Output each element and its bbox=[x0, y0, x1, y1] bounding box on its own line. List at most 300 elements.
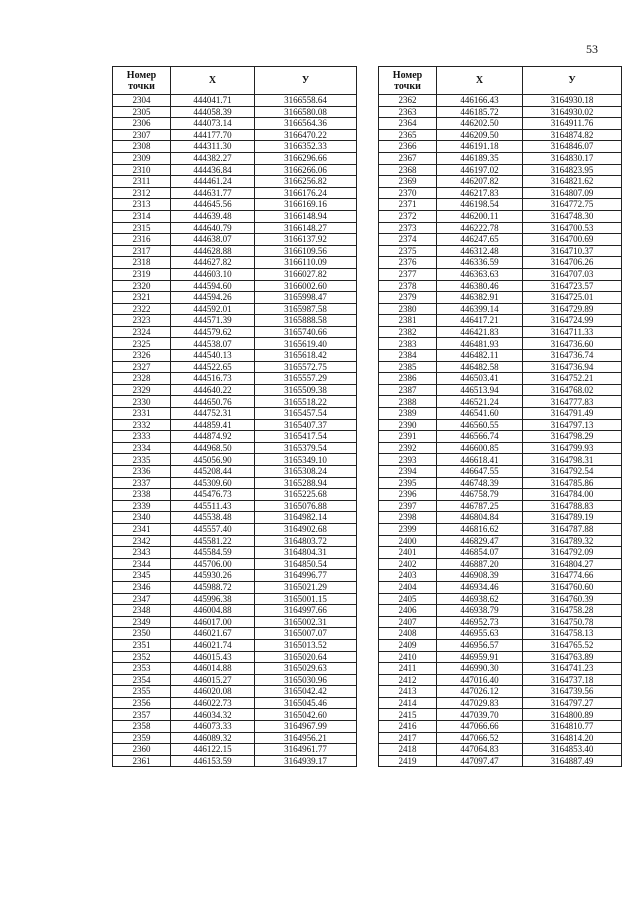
point-number-cell: 2369 bbox=[379, 176, 437, 188]
point-number-cell: 2380 bbox=[379, 303, 437, 315]
x-coordinate-cell: 444859.41 bbox=[171, 419, 255, 431]
x-coordinate-cell: 444461.24 bbox=[171, 176, 255, 188]
y-coordinate-cell: 3166109.56 bbox=[255, 245, 357, 257]
table-row bbox=[113, 303, 357, 315]
table-row bbox=[113, 581, 357, 593]
y-coordinate-cell: 3164700.69 bbox=[523, 234, 622, 246]
x-coordinate-cell: 444538.07 bbox=[171, 338, 255, 350]
y-coordinate-cell: 3164997.66 bbox=[255, 605, 357, 617]
table-row bbox=[379, 292, 622, 304]
header-x: X bbox=[171, 67, 255, 95]
y-coordinate-cell: 3165288.94 bbox=[255, 477, 357, 489]
y-coordinate-cell: 3164846.07 bbox=[523, 141, 622, 153]
point-number-cell: 2330 bbox=[113, 396, 171, 408]
point-number-cell: 2368 bbox=[379, 164, 437, 176]
table-row bbox=[113, 164, 357, 176]
x-coordinate-cell: 446015.27 bbox=[171, 674, 255, 686]
y-coordinate-cell: 3165013.52 bbox=[255, 639, 357, 651]
y-coordinate-cell: 3164967.99 bbox=[255, 721, 357, 733]
x-coordinate-cell: 446166.43 bbox=[437, 95, 523, 107]
x-coordinate-cell: 445538.48 bbox=[171, 512, 255, 524]
table-row bbox=[113, 292, 357, 304]
table-row bbox=[379, 199, 622, 211]
x-coordinate-cell: 446647.55 bbox=[437, 466, 523, 478]
table-row bbox=[379, 141, 622, 153]
x-coordinate-cell: 444058.39 bbox=[171, 106, 255, 118]
y-coordinate-cell: 3165998.47 bbox=[255, 292, 357, 304]
table-row bbox=[379, 152, 622, 164]
header-point-number: Номер точки bbox=[113, 67, 171, 95]
table-row bbox=[379, 431, 622, 443]
y-coordinate-cell: 3164724.99 bbox=[523, 315, 622, 327]
x-coordinate-cell: 446247.65 bbox=[437, 234, 523, 246]
x-coordinate-cell: 445930.26 bbox=[171, 570, 255, 582]
x-coordinate-cell: 444638.07 bbox=[171, 234, 255, 246]
point-number-cell: 2328 bbox=[113, 373, 171, 385]
point-number-cell: 2341 bbox=[113, 523, 171, 535]
y-coordinate-cell: 3164887.49 bbox=[523, 755, 622, 767]
y-coordinate-cell: 3165557.29 bbox=[255, 373, 357, 385]
table-row bbox=[113, 755, 357, 767]
y-coordinate-cell: 3164774.66 bbox=[523, 570, 622, 582]
coordinates-table-right bbox=[378, 66, 622, 767]
point-number-cell: 2407 bbox=[379, 616, 437, 628]
table-row bbox=[113, 338, 357, 350]
x-coordinate-cell: 446908.39 bbox=[437, 570, 523, 582]
x-coordinate-cell: 446566.74 bbox=[437, 431, 523, 443]
point-number-cell: 2411 bbox=[379, 663, 437, 675]
x-coordinate-cell: 444640.22 bbox=[171, 384, 255, 396]
y-coordinate-cell: 3164939.17 bbox=[255, 755, 357, 767]
x-coordinate-cell: 446209.50 bbox=[437, 129, 523, 141]
x-coordinate-cell: 446748.39 bbox=[437, 477, 523, 489]
table-row bbox=[379, 697, 622, 709]
x-coordinate-cell: 444177.70 bbox=[171, 129, 255, 141]
y-coordinate-cell: 3166266.06 bbox=[255, 164, 357, 176]
x-coordinate-cell: 444540.13 bbox=[171, 350, 255, 362]
x-coordinate-cell: 447097.47 bbox=[437, 755, 523, 767]
point-number-cell: 2386 bbox=[379, 373, 437, 385]
point-number-cell: 2381 bbox=[379, 315, 437, 327]
x-coordinate-cell: 446153.59 bbox=[171, 755, 255, 767]
y-coordinate-cell: 3165407.37 bbox=[255, 419, 357, 431]
y-coordinate-cell: 3165001.15 bbox=[255, 593, 357, 605]
table-row bbox=[113, 547, 357, 559]
table-row bbox=[379, 129, 622, 141]
x-coordinate-cell: 444516.73 bbox=[171, 373, 255, 385]
point-number-cell: 2343 bbox=[113, 547, 171, 559]
y-coordinate-cell: 3164741.23 bbox=[523, 663, 622, 675]
y-coordinate-cell: 3164777.83 bbox=[523, 396, 622, 408]
point-number-cell: 2408 bbox=[379, 628, 437, 640]
x-coordinate-cell: 446481.93 bbox=[437, 338, 523, 350]
y-coordinate-cell: 3164787.88 bbox=[523, 523, 622, 535]
x-coordinate-cell: 444603.10 bbox=[171, 268, 255, 280]
table-row bbox=[113, 141, 357, 153]
x-coordinate-cell: 446185.72 bbox=[437, 106, 523, 118]
table-row bbox=[379, 442, 622, 454]
y-coordinate-cell: 3164804.31 bbox=[255, 547, 357, 559]
y-coordinate-cell: 3164930.02 bbox=[523, 106, 622, 118]
point-number-cell: 2400 bbox=[379, 535, 437, 547]
point-number-cell: 2331 bbox=[113, 408, 171, 420]
table-row bbox=[379, 651, 622, 663]
table-header-row bbox=[379, 67, 622, 95]
point-number-cell: 2414 bbox=[379, 697, 437, 709]
x-coordinate-cell: 445996.38 bbox=[171, 593, 255, 605]
x-coordinate-cell: 446217.83 bbox=[437, 187, 523, 199]
point-number-cell: 2361 bbox=[113, 755, 171, 767]
x-coordinate-cell: 446222.78 bbox=[437, 222, 523, 234]
table-row bbox=[379, 558, 622, 570]
point-number-cell: 2306 bbox=[113, 118, 171, 130]
x-coordinate-cell: 446089.32 bbox=[171, 732, 255, 744]
point-number-cell: 2307 bbox=[113, 129, 171, 141]
point-number-cell: 2311 bbox=[113, 176, 171, 188]
x-coordinate-cell: 446417.21 bbox=[437, 315, 523, 327]
table-row bbox=[379, 373, 622, 385]
y-coordinate-cell: 3164850.54 bbox=[255, 558, 357, 570]
y-coordinate-cell: 3164798.31 bbox=[523, 454, 622, 466]
table-row bbox=[113, 129, 357, 141]
point-number-cell: 2371 bbox=[379, 199, 437, 211]
y-coordinate-cell: 3166110.09 bbox=[255, 257, 357, 269]
point-number-cell: 2340 bbox=[113, 512, 171, 524]
point-number-cell: 2317 bbox=[113, 245, 171, 257]
y-coordinate-cell: 3165002.31 bbox=[255, 616, 357, 628]
y-coordinate-cell: 3165509.38 bbox=[255, 384, 357, 396]
table-row bbox=[113, 199, 357, 211]
y-coordinate-cell: 3164902.68 bbox=[255, 523, 357, 535]
x-coordinate-cell: 446421.83 bbox=[437, 326, 523, 338]
point-number-cell: 2413 bbox=[379, 686, 437, 698]
y-coordinate-cell: 3164789.19 bbox=[523, 512, 622, 524]
point-number-cell: 2347 bbox=[113, 593, 171, 605]
table-row bbox=[379, 535, 622, 547]
point-number-cell: 2327 bbox=[113, 361, 171, 373]
x-coordinate-cell: 445584.59 bbox=[171, 547, 255, 559]
x-coordinate-cell: 444752.31 bbox=[171, 408, 255, 420]
x-coordinate-cell: 446952.73 bbox=[437, 616, 523, 628]
table-row bbox=[113, 466, 357, 478]
point-number-cell: 2336 bbox=[113, 466, 171, 478]
x-coordinate-cell: 446521.24 bbox=[437, 396, 523, 408]
point-number-cell: 2415 bbox=[379, 709, 437, 721]
point-number-cell: 2348 bbox=[113, 605, 171, 617]
y-coordinate-cell: 3164853.40 bbox=[523, 744, 622, 756]
table-row bbox=[113, 489, 357, 501]
table-row bbox=[113, 674, 357, 686]
y-coordinate-cell: 3164823.95 bbox=[523, 164, 622, 176]
point-number-cell: 2360 bbox=[113, 744, 171, 756]
x-coordinate-cell: 446014.88 bbox=[171, 663, 255, 675]
x-coordinate-cell: 446513.94 bbox=[437, 384, 523, 396]
table-row bbox=[113, 396, 357, 408]
y-coordinate-cell: 3164763.89 bbox=[523, 651, 622, 663]
point-number-cell: 2372 bbox=[379, 210, 437, 222]
point-number-cell: 2383 bbox=[379, 338, 437, 350]
point-number-cell: 2410 bbox=[379, 651, 437, 663]
x-coordinate-cell: 447029.83 bbox=[437, 697, 523, 709]
y-coordinate-cell: 3166256.82 bbox=[255, 176, 357, 188]
table-row bbox=[379, 210, 622, 222]
x-coordinate-cell: 444627.82 bbox=[171, 257, 255, 269]
x-coordinate-cell: 446202.50 bbox=[437, 118, 523, 130]
point-number-cell: 2409 bbox=[379, 639, 437, 651]
table-row bbox=[113, 500, 357, 512]
y-coordinate-cell: 3164748.30 bbox=[523, 210, 622, 222]
point-number-cell: 2309 bbox=[113, 152, 171, 164]
y-coordinate-cell: 3164758.28 bbox=[523, 605, 622, 617]
table-row bbox=[113, 593, 357, 605]
x-coordinate-cell: 444571.39 bbox=[171, 315, 255, 327]
table-row bbox=[379, 234, 622, 246]
x-coordinate-cell: 446804.84 bbox=[437, 512, 523, 524]
x-coordinate-cell: 444041.71 bbox=[171, 95, 255, 107]
y-coordinate-cell: 3164765.52 bbox=[523, 639, 622, 651]
x-coordinate-cell: 444874.92 bbox=[171, 431, 255, 443]
header-x: X bbox=[437, 67, 523, 95]
y-coordinate-cell: 3164956.21 bbox=[255, 732, 357, 744]
point-number-cell: 2387 bbox=[379, 384, 437, 396]
y-coordinate-cell: 3166169.16 bbox=[255, 199, 357, 211]
point-number-cell: 2354 bbox=[113, 674, 171, 686]
point-number-cell: 2375 bbox=[379, 245, 437, 257]
table-row bbox=[113, 570, 357, 582]
table-row bbox=[379, 605, 622, 617]
table-row bbox=[113, 454, 357, 466]
x-coordinate-cell: 447016.40 bbox=[437, 674, 523, 686]
table-row bbox=[379, 350, 622, 362]
x-coordinate-cell: 446200.11 bbox=[437, 210, 523, 222]
point-number-cell: 2320 bbox=[113, 280, 171, 292]
point-number-cell: 2395 bbox=[379, 477, 437, 489]
point-number-cell: 2310 bbox=[113, 164, 171, 176]
point-number-cell: 2355 bbox=[113, 686, 171, 698]
y-coordinate-cell: 3164798.29 bbox=[523, 431, 622, 443]
x-coordinate-cell: 446829.47 bbox=[437, 535, 523, 547]
y-coordinate-cell: 3164797.27 bbox=[523, 697, 622, 709]
table-row bbox=[379, 686, 622, 698]
point-number-cell: 2358 bbox=[113, 721, 171, 733]
point-number-cell: 2412 bbox=[379, 674, 437, 686]
y-coordinate-cell: 3164792.54 bbox=[523, 466, 622, 478]
y-coordinate-cell: 3164792.09 bbox=[523, 547, 622, 559]
y-coordinate-cell: 3165349.10 bbox=[255, 454, 357, 466]
y-coordinate-cell: 3165308.24 bbox=[255, 466, 357, 478]
table-row bbox=[379, 721, 622, 733]
point-number-cell: 2404 bbox=[379, 581, 437, 593]
point-number-cell: 2367 bbox=[379, 152, 437, 164]
table-row bbox=[379, 466, 622, 478]
y-coordinate-cell: 3166580.08 bbox=[255, 106, 357, 118]
x-coordinate-cell: 444640.79 bbox=[171, 222, 255, 234]
x-coordinate-cell: 446197.02 bbox=[437, 164, 523, 176]
x-coordinate-cell: 446541.60 bbox=[437, 408, 523, 420]
y-coordinate-cell: 3164804.27 bbox=[523, 558, 622, 570]
x-coordinate-cell: 447066.52 bbox=[437, 732, 523, 744]
x-coordinate-cell: 444436.84 bbox=[171, 164, 255, 176]
point-number-cell: 2419 bbox=[379, 755, 437, 767]
x-coordinate-cell: 447064.83 bbox=[437, 744, 523, 756]
x-coordinate-cell: 446787.25 bbox=[437, 500, 523, 512]
x-coordinate-cell: 446560.55 bbox=[437, 419, 523, 431]
x-coordinate-cell: 444631.77 bbox=[171, 187, 255, 199]
table-row bbox=[113, 744, 357, 756]
x-coordinate-cell: 446015.43 bbox=[171, 651, 255, 663]
y-coordinate-cell: 3166470.22 bbox=[255, 129, 357, 141]
table-row bbox=[379, 268, 622, 280]
point-number-cell: 2398 bbox=[379, 512, 437, 524]
point-number-cell: 2402 bbox=[379, 558, 437, 570]
x-coordinate-cell: 445706.00 bbox=[171, 558, 255, 570]
y-coordinate-cell: 3166002.60 bbox=[255, 280, 357, 292]
point-number-cell: 2319 bbox=[113, 268, 171, 280]
table-body-right bbox=[379, 95, 622, 767]
y-coordinate-cell: 3165518.22 bbox=[255, 396, 357, 408]
y-coordinate-cell: 3165379.54 bbox=[255, 442, 357, 454]
y-coordinate-cell: 3164785.86 bbox=[523, 477, 622, 489]
point-number-cell: 2337 bbox=[113, 477, 171, 489]
point-number-cell: 2351 bbox=[113, 639, 171, 651]
point-number-cell: 2326 bbox=[113, 350, 171, 362]
x-coordinate-cell: 444628.88 bbox=[171, 245, 255, 257]
x-coordinate-cell: 445208.44 bbox=[171, 466, 255, 478]
table-row bbox=[113, 477, 357, 489]
table-row bbox=[113, 697, 357, 709]
table-row bbox=[379, 187, 622, 199]
y-coordinate-cell: 3164729.89 bbox=[523, 303, 622, 315]
x-coordinate-cell: 446021.67 bbox=[171, 628, 255, 640]
x-coordinate-cell: 444579.62 bbox=[171, 326, 255, 338]
x-coordinate-cell: 446482.58 bbox=[437, 361, 523, 373]
point-number-cell: 2332 bbox=[113, 419, 171, 431]
x-coordinate-cell: 447026.12 bbox=[437, 686, 523, 698]
point-number-cell: 2321 bbox=[113, 292, 171, 304]
point-number-cell: 2338 bbox=[113, 489, 171, 501]
point-number-cell: 2362 bbox=[379, 95, 437, 107]
y-coordinate-cell: 3165619.40 bbox=[255, 338, 357, 350]
y-coordinate-cell: 3164760.39 bbox=[523, 593, 622, 605]
point-number-cell: 2388 bbox=[379, 396, 437, 408]
y-coordinate-cell: 3164961.77 bbox=[255, 744, 357, 756]
y-coordinate-cell: 3164752.21 bbox=[523, 373, 622, 385]
point-number-cell: 2377 bbox=[379, 268, 437, 280]
x-coordinate-cell: 446336.59 bbox=[437, 257, 523, 269]
point-number-cell: 2373 bbox=[379, 222, 437, 234]
y-coordinate-cell: 3165029.63 bbox=[255, 663, 357, 675]
y-coordinate-cell: 3164797.13 bbox=[523, 419, 622, 431]
point-number-cell: 2353 bbox=[113, 663, 171, 675]
point-number-cell: 2322 bbox=[113, 303, 171, 315]
x-coordinate-cell: 446618.41 bbox=[437, 454, 523, 466]
x-coordinate-cell: 444594.60 bbox=[171, 280, 255, 292]
coordinates-table-left bbox=[112, 66, 357, 767]
point-number-cell: 2401 bbox=[379, 547, 437, 559]
y-coordinate-cell: 3164758.13 bbox=[523, 628, 622, 640]
x-coordinate-cell: 445309.60 bbox=[171, 477, 255, 489]
point-number-cell: 2378 bbox=[379, 280, 437, 292]
table-row bbox=[113, 663, 357, 675]
table-row bbox=[113, 280, 357, 292]
y-coordinate-cell: 3166564.36 bbox=[255, 118, 357, 130]
point-number-cell: 2344 bbox=[113, 558, 171, 570]
point-number-cell: 2305 bbox=[113, 106, 171, 118]
y-coordinate-cell: 3165020.64 bbox=[255, 651, 357, 663]
header-point-number: Номер точки bbox=[379, 67, 437, 95]
table-row bbox=[379, 338, 622, 350]
point-number-cell: 2399 bbox=[379, 523, 437, 535]
point-number-cell: 2370 bbox=[379, 187, 437, 199]
x-coordinate-cell: 446758.79 bbox=[437, 489, 523, 501]
table-row bbox=[379, 106, 622, 118]
point-number-cell: 2364 bbox=[379, 118, 437, 130]
x-coordinate-cell: 446363.63 bbox=[437, 268, 523, 280]
point-number-cell: 2335 bbox=[113, 454, 171, 466]
table-row bbox=[113, 686, 357, 698]
table-row bbox=[113, 419, 357, 431]
y-coordinate-cell: 3166296.66 bbox=[255, 152, 357, 164]
table-row bbox=[379, 616, 622, 628]
point-number-cell: 2385 bbox=[379, 361, 437, 373]
y-coordinate-cell: 3164911.76 bbox=[523, 118, 622, 130]
point-number-cell: 2356 bbox=[113, 697, 171, 709]
table-row bbox=[113, 442, 357, 454]
y-coordinate-cell: 3164736.60 bbox=[523, 338, 622, 350]
y-coordinate-cell: 3165045.46 bbox=[255, 697, 357, 709]
table-row bbox=[379, 164, 622, 176]
point-number-cell: 2417 bbox=[379, 732, 437, 744]
table-row bbox=[379, 118, 622, 130]
table-row bbox=[379, 245, 622, 257]
table-row bbox=[113, 350, 357, 362]
point-number-cell: 2416 bbox=[379, 721, 437, 733]
point-number-cell: 2316 bbox=[113, 234, 171, 246]
y-coordinate-cell: 3164711.33 bbox=[523, 326, 622, 338]
y-coordinate-cell: 3164821.62 bbox=[523, 176, 622, 188]
table-row bbox=[113, 558, 357, 570]
y-coordinate-cell: 3164750.78 bbox=[523, 616, 622, 628]
y-coordinate-cell: 3165572.75 bbox=[255, 361, 357, 373]
y-coordinate-cell: 3164725.01 bbox=[523, 292, 622, 304]
table-row bbox=[379, 257, 622, 269]
table-row bbox=[379, 95, 622, 107]
x-coordinate-cell: 446990.30 bbox=[437, 663, 523, 675]
header-y: У bbox=[255, 67, 357, 95]
table-row bbox=[379, 303, 622, 315]
table-row bbox=[113, 709, 357, 721]
table-row bbox=[379, 628, 622, 640]
point-number-cell: 2396 bbox=[379, 489, 437, 501]
x-coordinate-cell: 445056.90 bbox=[171, 454, 255, 466]
point-number-cell: 2333 bbox=[113, 431, 171, 443]
table-header-row bbox=[113, 67, 357, 95]
point-number-cell: 2365 bbox=[379, 129, 437, 141]
x-coordinate-cell: 446956.57 bbox=[437, 639, 523, 651]
table-row bbox=[379, 674, 622, 686]
x-coordinate-cell: 446004.88 bbox=[171, 605, 255, 617]
table-body-left bbox=[113, 95, 357, 767]
x-coordinate-cell: 446198.54 bbox=[437, 199, 523, 211]
point-number-cell: 2346 bbox=[113, 581, 171, 593]
x-coordinate-cell: 447066.66 bbox=[437, 721, 523, 733]
y-coordinate-cell: 3164810.77 bbox=[523, 721, 622, 733]
x-coordinate-cell: 446959.91 bbox=[437, 651, 523, 663]
table-row bbox=[379, 419, 622, 431]
x-coordinate-cell: 445511.43 bbox=[171, 500, 255, 512]
point-number-cell: 2418 bbox=[379, 744, 437, 756]
table-row bbox=[379, 408, 622, 420]
